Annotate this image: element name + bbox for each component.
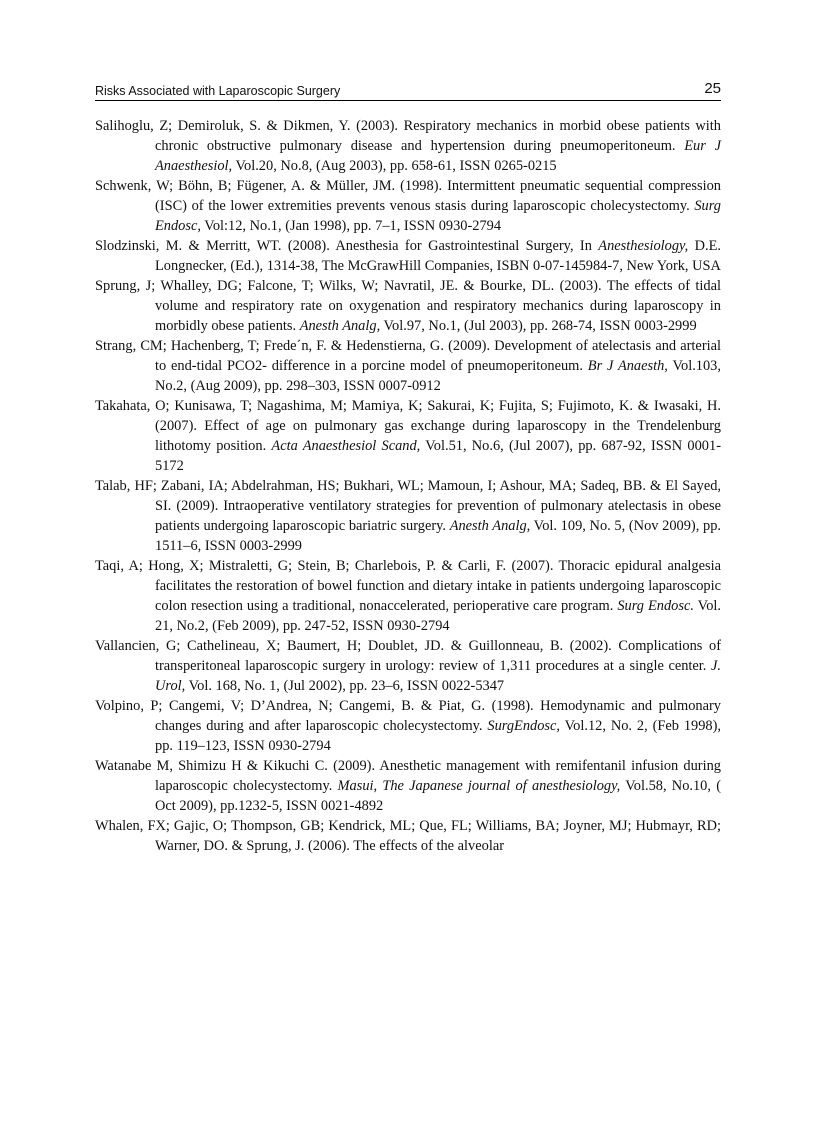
reference-details: Vol.97, No.1, (Jul 2003), pp. 268-74, ISSN 0003-2999 (380, 318, 697, 334)
reference-text: Watanabe M, Shimizu H & Kikuchi C. (2009). Anesthetic management with remifentanil infusion during laparoscopic cholecystectomy. (95, 758, 721, 794)
reference-entry (95, 336, 721, 396)
journal-name: Masui, The Japanese journal of anesthesiology, (337, 778, 621, 794)
reference-details: Vol:12, No.1, (Jan 1998), pp. 7–1, ISSN 0930-2794 (200, 218, 502, 234)
running-header (95, 80, 721, 101)
reference-entry (95, 476, 721, 556)
journal-name: Acta Anaesthesiol Scand, (271, 438, 421, 454)
reference-text: Talab, HF; Zabani, IA; Abdelrahman, HS; Bukhari, WL; Mamoun, I; Ashour, MA; Sadeq, BB. & El Sayed, SI. (2009). Intraoperative ventilatory strategies for prevention of pulmonary atelectasis in obese patients undergoing laparoscopic bariatric surgery. (95, 478, 721, 534)
reference-details: Vol.20, No.8, (Aug 2003), pp. 658-61, ISSN 0265-0215 (232, 158, 557, 174)
reference-text: Schwenk, W; Böhn, B; Fügener, A. & Müller, JM. (1998). Intermittent pneumatic sequential compression (ISC) of the lower extremities prevents venous stasis during laparoscopic cholecystectomy. (95, 178, 721, 214)
reference-entry (95, 236, 721, 276)
reference-details: Vol.51, No.6, (Jul 2007), pp. 687-92, ISSN 0001-5172 (155, 438, 721, 474)
reference-text: Strang, CM; Hachenberg, T; Frede´n, F. & Hedenstierna, G. (2009). Development of atelectasis and arterial to end-tidal PCO2- difference in a porcine model of pneumoperitoneum. (95, 338, 721, 374)
journal-name: Anesthesiology, (598, 238, 689, 254)
journal-name: SurgEndosc, (487, 718, 561, 734)
reference-text: Taqi, A; Hong, X; Mistraletti, G; Stein, B; Charlebois, P. & Carli, F. (2007). Thoracic epidural analgesia facilitates the restoration of bowel function and dietary intake in patients undergoing laparoscopic colon resection using a traditional, nonaccelerated, perioperative care program. (95, 558, 721, 614)
journal-name: Anesth Analg, (449, 518, 531, 534)
reference-text: Takahata, O; Kunisawa, T; Nagashima, M; Mamiya, K; Sakurai, K; Fujita, S; Fujimoto, K. & Iwasaki, H. (2007). Effect of age on pulmonary gas exchange during laparoscopy in the Trendelenburg lithotomy position. (95, 398, 721, 454)
reference-text: Volpino, P; Cangemi, V; D’Andrea, N; Cangemi, B. & Piat, G. (1998). Hemodynamic and pulmonary changes during and after laparoscopic cholecystectomy. (95, 698, 721, 734)
journal-name: J. Urol, (155, 658, 721, 694)
reference-details: Vol.103, No.2, (Aug 2009), pp. 298–303, ISSN 0007-0912 (155, 358, 721, 394)
reference-details: D.E. Longnecker, (Ed.), 1314-38, The McGrawHill Companies, ISBN 0-07-145984-7, New York, USA (155, 238, 721, 274)
reference-text: Vallancien, G; Cathelineau, X; Baumert, H; Doublet, JD. & Guillonneau, B. (2002). Complications of transperitoneal laparoscopic surgery in urology: review of 1,311 procedures at a single center. (95, 638, 721, 674)
reference-text: Sprung, J; Whalley, DG; Falcone, T; Wilks, W; Navratil, JE. & Bourke, DL. (2003). The effects of tidal volume and respiratory rate on oxygenation and respiratory mechanics during laparoscopy in morbidly obese patients. (95, 278, 721, 334)
reference-text: Slodzinski, M. & Merritt, WT. (2008). Anesthesia for Gastrointestinal Surgery, In (95, 238, 599, 254)
reference-details: Vol.12, No. 2, (Feb 1998), pp. 119–123, ISSN 0930-2794 (155, 718, 721, 754)
reference-details: Vol. 168, No. 1, (Jul 2002), pp. 23–6, ISSN 0022-5347 (185, 678, 505, 694)
reference-entry (95, 176, 721, 236)
reference-list (95, 116, 721, 856)
reference-entry (95, 636, 721, 696)
reference-text: Salihoglu, Z; Demiroluk, S. & Dikmen, Y. (2003). Respiratory mechanics in morbid obese patients with chronic obstructive pulmonary disease and hypertension during pneumoperitoneum. (95, 118, 721, 154)
journal-name: Eur J Anaesthesiol, (155, 138, 721, 174)
reference-details: Vol. 21, No.2, (Feb 2009), pp. 247-52, ISSN 0930-2794 (155, 598, 722, 634)
reference-text: Whalen, FX; Gajic, O; Thompson, GB; Kendrick, ML; Que, FL; Williams, BA; Joyner, MJ; Hubmayr, RD; Warner, DO. & Sprung, J. (2006). The effects of the alveolar (95, 818, 721, 854)
reference-entry (95, 756, 721, 816)
journal-name: Surg Endosc, (155, 198, 721, 234)
reference-entry (95, 396, 721, 476)
journal-name: Anesth Analg, (299, 318, 381, 334)
page-number: 25 (704, 80, 721, 97)
reference-entry (95, 276, 721, 336)
journal-name: Br J Anaesth, (587, 358, 668, 374)
reference-details: Vol.58, No.10, ( Oct 2009), pp.1232-5, ISSN 0021-4892 (155, 778, 721, 814)
running-title: Risks Associated with Laparoscopic Surgery (95, 84, 341, 98)
reference-details: Vol. 109, No. 5, (Nov 2009), pp. 1511–6, ISSN 0003-2999 (155, 518, 721, 554)
reference-entry (95, 816, 721, 856)
reference-entry (95, 556, 721, 636)
journal-name: Surg Endosc. (617, 598, 694, 614)
reference-entry (95, 696, 721, 756)
reference-entry (95, 116, 721, 176)
